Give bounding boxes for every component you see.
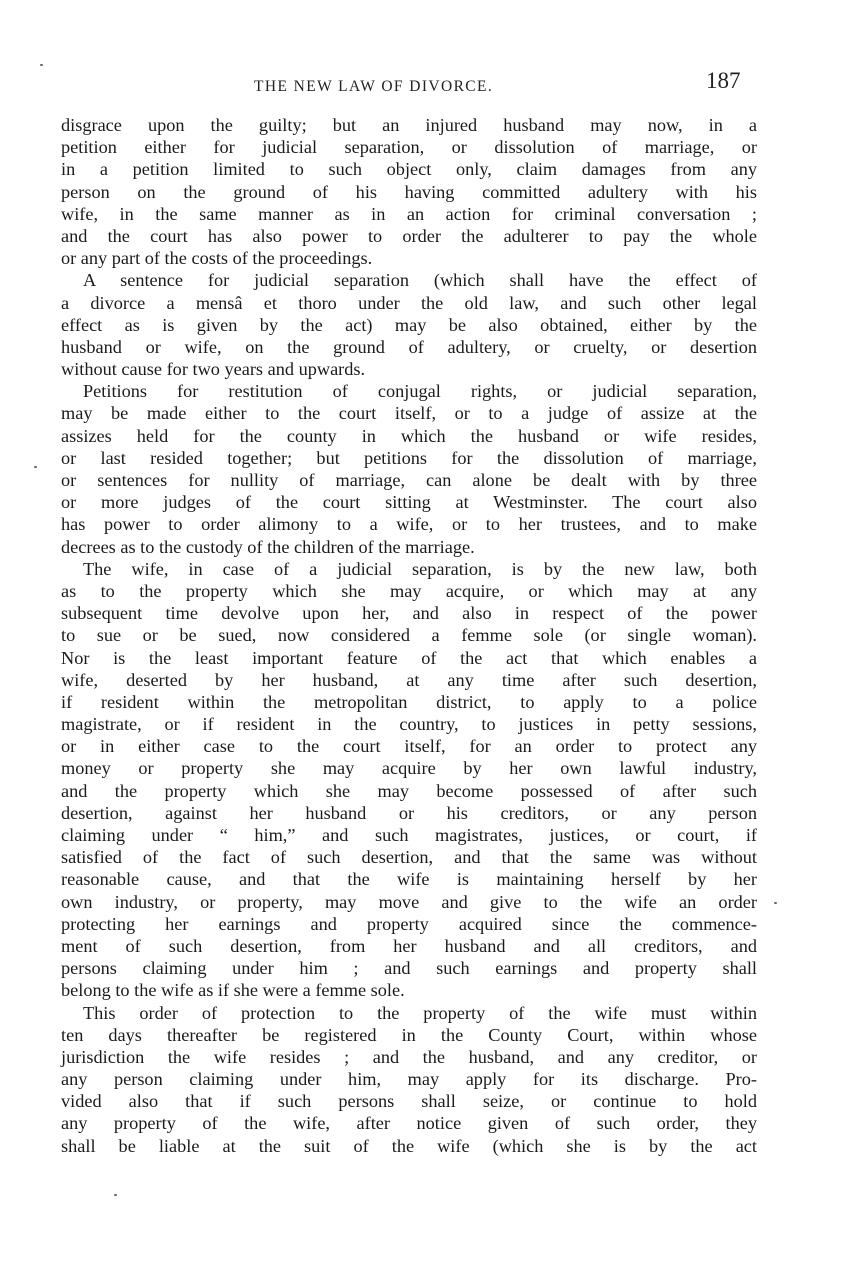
text-line: A sentence for judicial separation (which shall have the effect of [83, 270, 757, 291]
text-line: persons claiming under him ; and such earnings and property shall [61, 958, 757, 979]
text-line: if resident within the metropolitan district, to apply to a police [61, 691, 757, 712]
page-number: 187 [706, 68, 741, 93]
text-line: to sue or be sued, now considered a femme sole (or single woman). [61, 625, 757, 646]
text-line: assizes held for the county in which the husband or wife resides, [61, 425, 757, 446]
text-line: Nor is the least important feature of the act that which enables a [61, 647, 757, 668]
print-speck [34, 466, 37, 468]
text-line: any property of the wife, after notice given of such order, they [61, 1113, 757, 1134]
text-line: This order of protection to the property of the wife must within [83, 1002, 757, 1023]
body-text [61, 114, 757, 1157]
running-title: THE NEW LAW OF DIVORCE. [254, 78, 494, 95]
text-line: belong to the wife as if she were a femme sole. [61, 980, 405, 1001]
text-line: and the property which she may become possessed of after such [61, 780, 757, 801]
text-line: ten days thereafter be registered in the County Court, within whose [61, 1024, 757, 1045]
text-line: or sentences for nullity of marriage, can alone be dealt with by three [61, 470, 757, 490]
text-line: or last resided together; but petitions for the dissolution of marriage, [61, 447, 757, 468]
print-speck [114, 1194, 117, 1196]
text-line: money or property she may acquire by her own lawful industry, [61, 758, 757, 779]
text-line: decrees as to the custody of the children of the marriage. [61, 536, 475, 557]
text-line: own industry, or property, may move and give to the wife an order [61, 891, 757, 912]
print-speck [40, 64, 43, 66]
text-line: claiming under “ him,” and such magistrates, justices, or court, if [61, 825, 757, 845]
text-line: wife, in the same manner as in an action for criminal conversation ; [61, 203, 757, 224]
text-line: satisfied of the fact of such desertion, and that the same was without [61, 847, 757, 868]
text-line: subsequent time devolve upon her, and also in respect of the power [61, 603, 757, 624]
text-line: husband or wife, on the ground of adultery, or cruelty, or desertion [61, 336, 757, 357]
text-line: or any part of the costs of the proceedings. [61, 248, 373, 269]
text-line: a divorce a mensâ et thoro under the old law, and such other legal [61, 292, 757, 313]
text-line: any person claiming under him, may apply for its discharge. Pro- [61, 1069, 757, 1090]
text-line: Petitions for restitution of conjugal rights, or judicial separation, [83, 381, 757, 402]
text-line: petition either for judicial separation, or dissolution of marriage, or [61, 137, 757, 158]
text-line: without cause for two years and upwards. [61, 359, 366, 380]
text-line: The wife, in case of a judicial separation, is by the new law, both [83, 558, 757, 579]
text-line: and the court has also power to order the adulterer to pay the whole [61, 225, 757, 246]
text-line: may be made either to the court itself, or to a judge of assize at the [61, 403, 757, 424]
text-line: reasonable cause, and that the wife is maintaining herself by her [61, 869, 757, 890]
text-line: disgrace upon the guilty; but an injured husband may now, in a [61, 115, 757, 135]
text-line: as to the property which she may acquire, or which may at any [61, 580, 757, 601]
text-line: desertion, against her husband or his creditors, or any person [61, 802, 757, 823]
text-line: or in either case to the court itself, for an order to protect any [61, 736, 757, 757]
text-line: wife, deserted by her husband, at any time after such desertion, [61, 669, 757, 690]
text-line: effect as is given by the act) may be also obtained, either by the [61, 314, 757, 335]
text-line: or more judges of the court sitting at Westminster. The court also [61, 492, 757, 513]
text-line: person on the ground of his having committed adultery with his [61, 181, 757, 202]
text-line: vided also that if such persons shall seize, or continue to hold [61, 1091, 757, 1112]
text-line: protecting her earnings and property acquired since the commence- [61, 913, 757, 934]
text-line: magistrate, or if resident in the country, to justices in petty sessions, [61, 714, 757, 735]
text-line: shall be liable at the suit of the wife (which she is by the act [61, 1135, 757, 1156]
text-line: in a petition limited to such object only, claim damages from any [61, 159, 757, 180]
text-line: has power to order alimony to a wife, or to her trustees, and to make [61, 514, 757, 535]
text-line: jurisdiction the wife resides ; and the husband, and any creditor, or [61, 1046, 757, 1067]
text-line: ment of such desertion, from her husband and all creditors, and [61, 935, 757, 956]
print-speck [774, 902, 777, 904]
